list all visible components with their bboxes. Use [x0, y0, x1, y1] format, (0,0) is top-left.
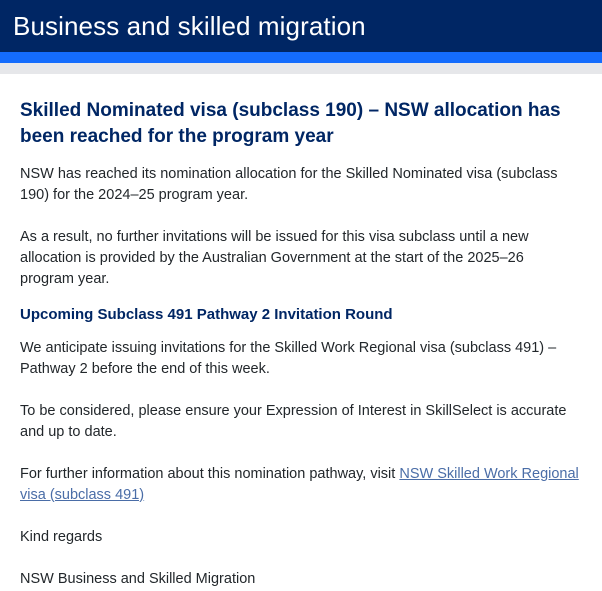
subclass-491-link[interactable]: NSW Skilled Work Regional visa (subclass 491): [20, 466, 579, 503]
notice-paragraph-eoi: To be considered, please ensure your Expression of Interest in SkillSelect is accurate and up to date.: [20, 403, 567, 440]
notice-title: Skilled Nominated visa (subclass 190) – NSW allocation has been reached for the program year: [20, 100, 561, 147]
notice-subheading: Upcoming Subclass 491 Pathway 2 Invitation Round: [20, 306, 393, 323]
notice-content: [20, 98, 580, 590]
signature: NSW Business and Skilled Migration: [20, 571, 256, 587]
sign-off: Kind regards: [20, 529, 103, 545]
notice-paragraph-further-info: [20, 464, 580, 506]
header-title: Business and skilled migration: [13, 10, 366, 41]
header-accent-bar: [0, 52, 602, 63]
header-divider: [0, 63, 602, 74]
notice-paragraph-allocation: NSW has reached its nomination allocation for the Skilled Nominated visa (subclass 190) for the 2024–25 program year.: [20, 166, 558, 203]
notice-paragraph-result: As a result, no further invitations will be issued for this visa subclass until a new allocation is provided by the Australian Government at the start of the 2025–26 program year.: [20, 229, 529, 287]
page-header: [0, 0, 602, 52]
further-info-text: For further information about this nomination pathway, visit: [20, 466, 400, 482]
notice-paragraph-anticipate: We anticipate issuing invitations for the Skilled Work Regional visa (subclass 491) – Pathway 2 before the end of this week.: [20, 340, 557, 377]
